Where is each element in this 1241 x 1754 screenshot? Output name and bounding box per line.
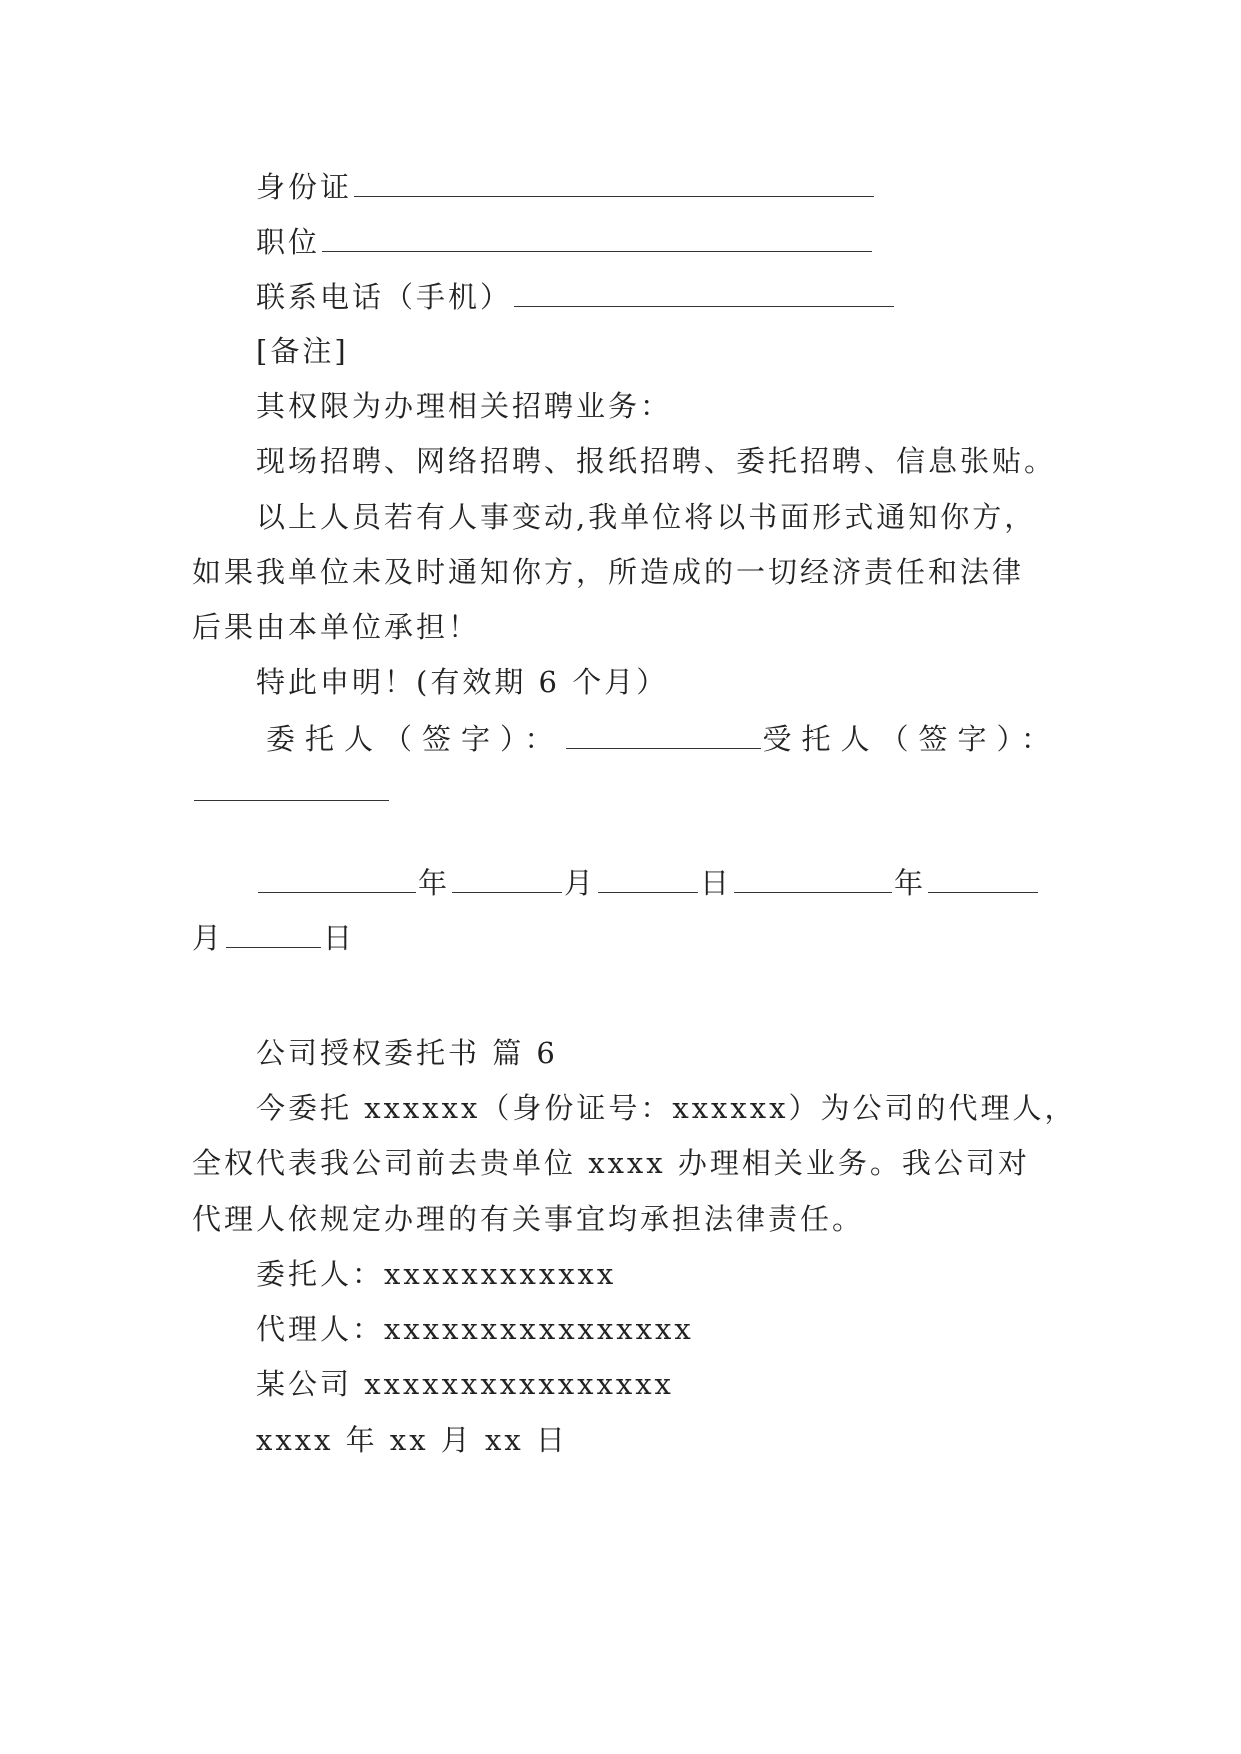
date-day-blank-2: [226, 917, 321, 948]
agent-sign-blank: [194, 770, 389, 801]
section-title: 公司授权委托书 篇 6: [256, 1036, 558, 1070]
notice-line-1: 以上人员若有人事变动,我单位将以书面形式通知你方，: [256, 500, 1037, 534]
phone-field-row: [256, 276, 896, 317]
date-row: [256, 862, 1040, 903]
position-label: 职位: [256, 225, 321, 259]
phone-label: 联系电话（手机）: [256, 280, 513, 314]
date-day-blank-1: [598, 862, 698, 893]
date-year-unit-1: 年: [418, 866, 451, 900]
section-body-line-1: 今委托 xxxxxx（身份证号：xxxxxx）为公司的代理人，: [256, 1091, 1077, 1125]
date-year-unit-2: 年: [894, 866, 927, 900]
agent-sign-label: 受托人（签字）：: [762, 722, 1061, 756]
id-blank: [354, 166, 874, 197]
date-month-blank-2: [928, 862, 1038, 893]
position-blank: [322, 221, 872, 252]
phone-blank: [514, 276, 894, 307]
signature-row: [266, 718, 1060, 759]
section-company: 某公司 xxxxxxxxxxxxxxxx: [256, 1367, 674, 1401]
position-field-row: [256, 221, 874, 262]
principal-sign-label: 委托人（签字）：: [266, 722, 564, 756]
date-year-blank-1: [258, 862, 416, 893]
notice-line-3: 后果由本单位承担！: [192, 610, 481, 644]
id-label: 身份证: [256, 170, 353, 204]
scope-intro: 其权限为办理相关招聘业务：: [256, 389, 673, 423]
date-day-unit-2: 日: [323, 921, 356, 955]
note-label: [备注]: [256, 334, 349, 368]
section-body-line-3: 代理人依规定办理的有关事宜均承担法律责任。: [192, 1202, 865, 1236]
section-date: xxxx 年 xx 月 xx 日: [256, 1423, 568, 1457]
date-month-blank-1: [452, 862, 562, 893]
section-body-line-2: 全权代表我公司前去贵单位 xxxx 办理相关业务。我公司对: [192, 1146, 1030, 1180]
date-row-cont: [192, 917, 355, 958]
notice-line-2: 如果我单位未及时通知你方，所造成的一切经济责任和法律: [192, 555, 1025, 589]
date-year-blank-2: [734, 862, 892, 893]
id-field-row: [256, 166, 876, 207]
scope-items: 现场招聘、网络招聘、报纸招聘、委托招聘、信息张贴。: [256, 444, 1057, 478]
date-month-unit-1: 月: [564, 866, 597, 900]
declaration: 特此申明！(有效期 6 个月）: [256, 665, 669, 699]
date-day-unit-1: 日: [700, 866, 733, 900]
section-agent: 代理人：xxxxxxxxxxxxxxxx: [256, 1312, 694, 1346]
date-month-unit-2: 月: [192, 921, 225, 955]
agent-sign-row: [192, 770, 391, 811]
section-principal: 委托人：xxxxxxxxxxxx: [256, 1257, 617, 1291]
principal-sign-blank: [566, 718, 761, 749]
